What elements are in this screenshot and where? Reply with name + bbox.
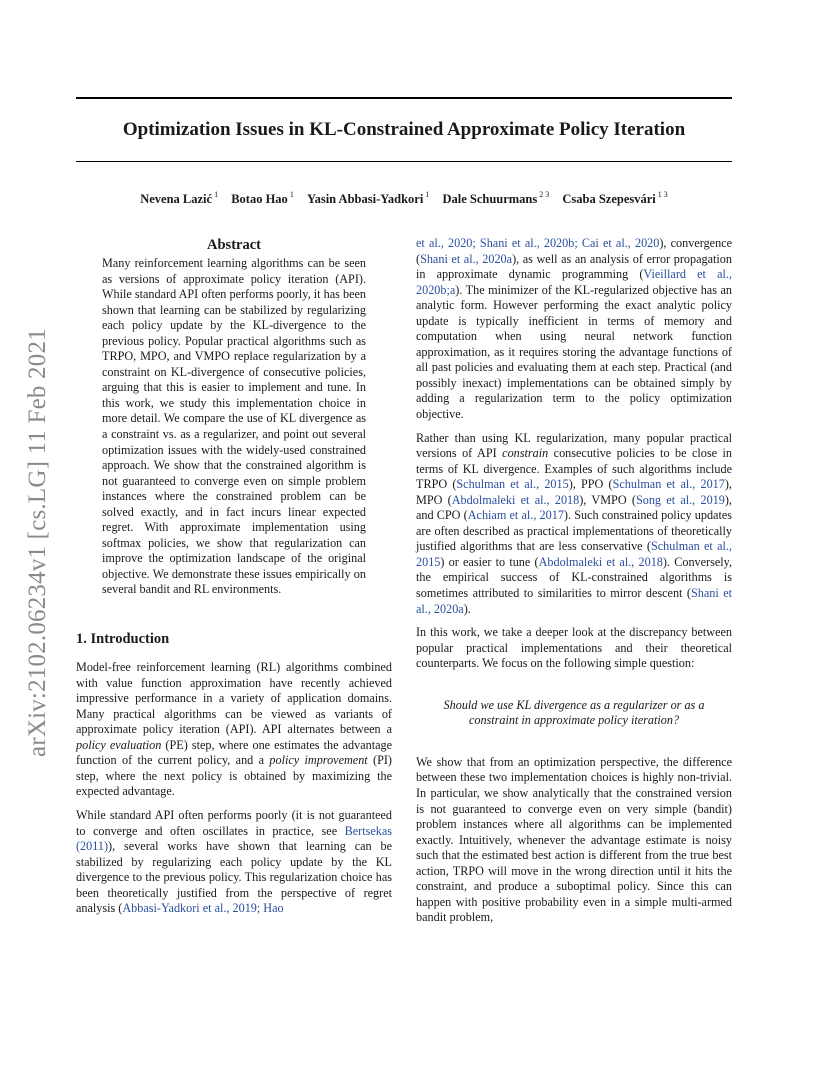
- author: Csaba Szepesvári $^{1 3}$: [562, 190, 668, 206]
- author-list: [76, 190, 732, 207]
- intro-paragraph-2: While standard API often performs poorly (it is not guaranteed to converge and often oscillates in practice, see Bertsekas (2011)), several works have shown that learning can be stabilized by regularizing each policy update by the KL divergence to the previous policy. This regularization choice has been theoretically justified from the perspective of regret analysis (Abbasi-Yadkori et al., 2019; Hao: [76, 807, 392, 916]
- abstract-heading: Abstract: [207, 237, 261, 253]
- body-paragraph: Rather than using KL regularization, many popular practical versions of API constrain consecutive policies to be close in terms of KL divergence. Examples of such algorithms include TRPO (Schulman et al., 2015), PPO (Schulman et al., 2017), MPO (Abdolmaleki et al., 2018), VMPO (Song et al., 2019), and CPO (Achiam et al., 2017). Such constrained policy updates are often described as practical implementations of theoretically justified algorithms that are less conservative (Schulman et al., 2015) or easier to tune (Abdolmaleki et al., 2018). Conversely, the empirical success of KL-constrained algorithms is sometimes attributed to similarities to mirror descent (Shani et al., 2020a).: [416, 430, 732, 616]
- citation-link[interactable]: Vieillard et al., 2020b;a: [416, 267, 732, 297]
- citation-link[interactable]: Shani et al., 2020a: [416, 586, 732, 616]
- body-paragraph: In this work, we take a deeper look at the discrepancy between popular practical implementations and their theoretical counterparts. We focus on the following simple question:: [416, 625, 732, 671]
- citation-link[interactable]: Schulman et al., 2015: [416, 539, 732, 569]
- right-column: [416, 236, 732, 926]
- author: Botao Hao $^1$: [231, 190, 294, 206]
- title-rule-top: [76, 97, 732, 99]
- citation-link[interactable]: Abdolmaleki et al., 2018: [451, 492, 580, 507]
- section-heading-introduction: 1. Introduction: [76, 631, 170, 648]
- intro-paragraph-1: Model-free reinforcement learning (RL) algorithms combined with value function approximation have recently achieved impressive performance in a variety of application domains. Many practical algorithms can be viewed as variants of approximate policy iteration (API). API alternates between a policy evaluation (PE) step, where one estimates the advantage function of the current policy, and a policy improvement (PI) step, where the next policy is obtained by maximizing the expected advantage.: [76, 660, 392, 799]
- author: Nevena Lazić $^1$: [140, 190, 219, 206]
- author: Dale Schuurmans $^{2 3}$: [442, 190, 550, 206]
- author: Yasin Abbasi-Yadkori $^1$: [306, 190, 430, 206]
- citation-link[interactable]: Schulman et al., 2017: [612, 477, 725, 492]
- research-question: Should we use KL divergence as a regularizer or as a constraint in approximate policy iteration?: [443, 697, 705, 728]
- citation-link[interactable]: Bertsekas (2011): [76, 823, 392, 854]
- citation-link[interactable]: Schulman et al., 2015: [456, 477, 569, 492]
- paper-title: Optimization Issues in KL-Constrained Approximate Policy Iteration: [122, 119, 686, 140]
- citation-link[interactable]: et al., 2020; Shani et al., 2020b; Cai et al., 2020: [416, 236, 660, 250]
- citation-link[interactable]: Abbasi-Yadkori et al., 2019; Hao: [122, 901, 284, 916]
- citation-link[interactable]: Shani et al., 2020a: [420, 251, 513, 266]
- title-rule-bottom: [76, 161, 732, 162]
- body-paragraph: et al., 2020; Shani et al., 2020b; Cai et al., 2020), convergence (Shani et al., 2020a), as well as an analysis of error propagation in approximate dynamic programming (Vieillard et al., 2020b;a). The minimizer of the KL-regularized objective has an analytic form. However performing the exact analytic policy update is typically inefficient in terms of memory and computation when using neural network function approximation, as it requires storing the advantage functions of all past policies and evaluating them at each step. Practical (and possibly inexact) implementations can be obtained simply by adding a regularization term to the policy optimization objective.: [416, 236, 732, 422]
- arxiv-identifier: arXiv:2102.06234v1 [cs.LG] 11 Feb 2021: [24, 328, 51, 757]
- citation-link[interactable]: Song et al., 2019: [635, 492, 725, 507]
- left-column: [76, 236, 392, 917]
- citation-link[interactable]: Achiam et al., 2017: [467, 508, 564, 523]
- citation-link[interactable]: Abdolmaleki et al., 2018: [538, 554, 663, 569]
- abstract-body: Many reinforcement learning algorithms can be seen as versions of approximate policy iteration (API). While standard API often performs poorly, it has been shown that learning can be stabilized by regularizing each policy update by the KL-divergence to the previous policy. Popular practical algorithms such as TRPO, MPO, and VMPO replace regularization by a constraint on KL-divergence of consecutive policies, arguing that this is easier to implement and tune. In this work, we study this implementation choice in more detail. We compare the use of KL divergence as a constraint vs. as a regularizer, and point out several optimization issues with the widely-used constrained approach. We show that the constrained algorithm is not guaranteed to converge even on simple problem instances where the constrained problem can be solved exactly, and in fact incurs linear expected regret. With approximate implementation using softmax policies, we show that regularization can improve the optimization landscape of the original objective. We demonstrate these issues empirically on several bandit and RL environments.: [102, 256, 366, 597]
- body-paragraph: We show that from an optimization perspective, the difference between these two implementation choices is highly non-trivial. In particular, we show analytically that the constrained version is not guaranteed to converge even on very simple (bandit) problem instances where all algorithms can be implemented exactly. Intuitively, whenever the advantage estimate is noisy such that the estimated best action is different from the true best action, TRPO will move in the wrong direction until it hits the constraint, and produce a suboptimal policy. Since this can happen with positive probability even in a simple multi-armed bandit problem,: [416, 754, 732, 925]
